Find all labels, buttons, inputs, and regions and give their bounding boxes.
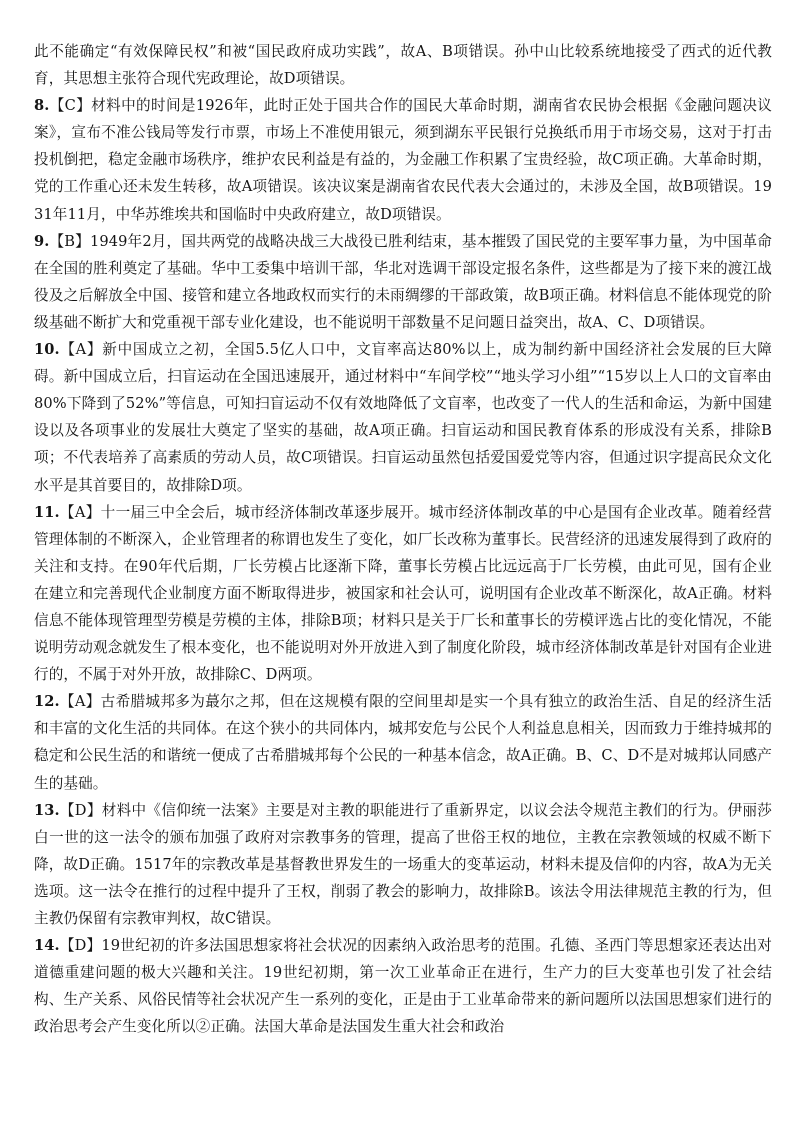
paragraph-text: 【A】古希腊城邦多为蕞尔之邦，但在这规模有限的空间里却是实一个具有独立的政治生活、自足的经济生活和丰富的文化生活的共同体。在这个狭小的共同体内，城邦安危与公民个人利益息息相关，因而致力于维持城邦的稳定和公民生活的和谐统一便成了古希腊城邦每个公民的一种基本信念，故A正确。B、C、D不是对城邦认同感产生的基础。 <box>34 693 772 792</box>
explanation-paragraph-q10 <box>34 336 772 499</box>
explanation-paragraph-continued <box>34 38 772 92</box>
explanation-paragraph-q9 <box>34 228 772 336</box>
question-number: 14. <box>34 937 60 955</box>
question-number: 9. <box>34 232 50 250</box>
question-number: 11. <box>34 503 60 521</box>
paragraph-text: 【C】材料中的时间是1926年，此时正处于国共合作的国民大革命时期，湖南省农民协会根据《金融问题决议案》，宣布不准公钱局等发行市票，市场上不准使用银元，须到湖东平民银行兑换纸币用于市场交易，这对于打击投机倒把，稳定金融市场秩序，维护农民利益是有益的，为金融工作积累了宝贵经验，故C项正确。大革命时期，党的工作重心还未发生转移，故A项错误。该决议案是湖南省农民代表大会通过的，未涉及全国，故B项错误。1931年11月，中华苏维埃共和国临时中央政府建立，故D项错误。 <box>34 97 772 223</box>
question-number: 12. <box>34 693 60 711</box>
question-number: 10. <box>34 341 60 359</box>
paragraph-text: 此不能确定“有效保障民权”和被“国民政府成功实践”，故A、B项错误。孙中山比较系统地接受了西式的近代教育，其思想主张符合现代宪政理论，故D项错误。 <box>34 43 772 88</box>
explanation-paragraph-q11 <box>34 499 772 689</box>
question-number: 13. <box>34 801 60 819</box>
explanation-paragraph-q14 <box>34 932 772 1040</box>
answer-explanation-page <box>34 38 772 1118</box>
paragraph-text: 【A】新中国成立之初，全国5.5亿人口中，文盲率高达80%以上，成为制约新中国经济社会发展的巨大障碍。新中国成立后，扫盲运动在全国迅速展开，通过材料中“车间学校”“地头学习小组”“15岁以上人口的文盲率由80%下降到了52%”等信息，可知扫盲运动不仅有效地降低了文盲率，也改变了一代人的生活和命运，为新中国建设以及各项事业的发展壮大奠定了坚实的基础，故A项正确。扫盲运动和国民教育体系的形成没有关系，排除B项；不代表培养了高素质的劳动人员，故C项错误。扫盲运动虽然包括爱国爱党等内容，但通过识字提高民众文化水平是其首要目的，故排除D项。 <box>34 341 772 494</box>
paragraph-text: 【B】1949年2月，国共两党的战略决战三大战役已胜利结束，基本摧毁了国民党的主要军事力量，为中国革命在全国的胜利奠定了基础。华中工委集中培训干部，华北对选调干部设定报名条件，这些都是为了接下来的渡江战役及之后解放全中国、接管和建立各地政权而实行的未雨绸缪的干部政策，故B项正确。材料信息不能体现党的阶级基础不断扩大和党重视干部专业化建设，也不能说明干部数量不足问题日益突出，故A、C、D项错误。 <box>34 232 772 331</box>
question-number: 8. <box>34 97 50 115</box>
paragraph-text: 【D】材料中《信仰统一法案》主要是对主教的职能进行了重新界定，以议会法令规范主教们的行为。伊丽莎白一世的这一法令的颁布加强了政府对宗教事务的管理，提高了世俗王权的地位，主教在宗教领域的权威不断下降，故D正确。1517年的宗教改革是基督教世界发生的一场重大的变革运动，材料未提及信仰的内容，故A为无关选项。这一法令在推行的过程中提升了王权，削弱了教会的影响力，故排除B。该法令用法律规范主教的行为，但主教仍保留有宗教审判权，故C错误。 <box>34 801 772 927</box>
explanation-paragraph-q8 <box>34 92 772 227</box>
explanation-paragraph-q13 <box>34 797 772 932</box>
explanation-paragraph-q12 <box>34 688 772 796</box>
paragraph-text: 【A】十一届三中全会后，城市经济体制改革逐步展开。城市经济体制改革的中心是国有企业改革。随着经营管理体制的不断深入，企业管理者的称谓也发生了变化，如厂长改称为董事长。民营经济的迅速发展得到了政府的关注和支持。在90年代后期，厂长劳模占比逐渐下降，董事长劳模占比远远高于厂长劳模，由此可见，国有企业在建立和完善现代企业制度方面不断取得进步，被国家和社会认可，说明国有企业改革不断深化，故A正确。材料信息不能体现管理型劳模是劳模的主体，排除B项；材料只是关于厂长和董事长的劳模评选占比的变化情况，不能说明劳动观念就发生了根本变化，也不能说明对外开放进入到了制度化阶段，城市经济体制改革是针对国有企业进行的，不属于对外开放，故排除C、D两项。 <box>34 503 772 684</box>
paragraph-text: 【D】19世纪初的许多法国思想家将社会状况的因素纳入政治思考的范围。孔德、圣西门等思想家还表达出对道德重建问题的极大兴趣和关注。19世纪初期，第一次工业革命正在进行，生产力的巨大变革也引发了社会结构、生产关系、风俗民情等社会状况产生一系列的变化，正是由于工业革命带来的新问题所以法国思想家们进行的政治思考会产生变化所以②正确。法国大革命是法国发生重大社会和政治 <box>34 937 772 1036</box>
